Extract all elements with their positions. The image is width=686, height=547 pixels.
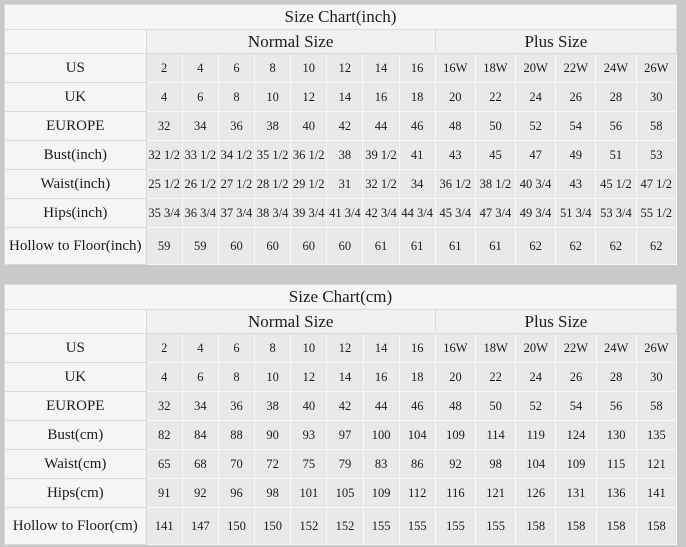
normal-size-header: Normal Size (146, 310, 435, 334)
value-cell: 35 3/4 (146, 199, 182, 228)
value-cell: 152 (291, 508, 327, 545)
value-cell: 61 (435, 228, 475, 265)
value-cell: 49 3/4 (516, 199, 556, 228)
value-cell: 92 (182, 479, 218, 508)
table-row (5, 334, 677, 363)
table-row (5, 450, 677, 479)
value-cell: 12 (291, 363, 327, 392)
value-cell: 62 (516, 228, 556, 265)
value-cell: 135 (636, 421, 676, 450)
value-cell: 36 3/4 (182, 199, 218, 228)
row-label: Hips(cm) (5, 479, 147, 508)
value-cell: 10 (291, 54, 327, 83)
table-row (5, 479, 677, 508)
value-cell: 12 (291, 83, 327, 112)
value-cell: 100 (363, 421, 399, 450)
value-cell: 28 1/2 (255, 170, 291, 199)
value-cell: 4 (182, 54, 218, 83)
value-cell: 58 (636, 392, 676, 421)
value-cell: 28 (596, 363, 636, 392)
value-cell: 155 (435, 508, 475, 545)
value-cell: 24W (596, 334, 636, 363)
value-cell: 58 (636, 112, 677, 141)
value-cell: 6 (218, 334, 254, 363)
table-row (5, 83, 677, 112)
value-cell: 141 (636, 479, 676, 508)
table-row (5, 112, 677, 141)
value-cell: 109 (435, 421, 475, 450)
value-cell: 105 (327, 479, 363, 508)
value-cell: 40 (291, 112, 327, 141)
table-row (5, 508, 677, 545)
group-header-row (5, 30, 677, 54)
value-cell: 22W (556, 334, 596, 363)
value-cell: 116 (435, 479, 475, 508)
value-cell: 35 1/2 (255, 141, 291, 170)
value-cell: 29 1/2 (291, 170, 327, 199)
value-cell: 158 (516, 508, 556, 545)
value-cell: 34 (399, 170, 435, 199)
value-cell: 50 (476, 392, 516, 421)
value-cell: 48 (435, 392, 475, 421)
value-cell: 31 (327, 170, 363, 199)
corner-cell (5, 30, 147, 54)
table-row (5, 199, 677, 228)
value-cell: 43 (435, 141, 475, 170)
value-cell: 131 (556, 479, 596, 508)
value-cell: 51 (596, 141, 636, 170)
value-cell: 39 1/2 (363, 141, 399, 170)
value-cell: 47 1/2 (636, 170, 677, 199)
value-cell: 26W (636, 334, 676, 363)
size-chart-cm-table (4, 284, 677, 545)
value-cell: 12 (327, 54, 363, 83)
value-cell: 12 (327, 334, 363, 363)
value-cell: 18 (399, 363, 435, 392)
table-row (5, 392, 677, 421)
value-cell: 126 (516, 479, 556, 508)
value-cell: 90 (255, 421, 291, 450)
value-cell: 42 (327, 392, 363, 421)
value-cell: 4 (146, 363, 182, 392)
corner-cell (5, 310, 147, 334)
value-cell: 37 3/4 (218, 199, 254, 228)
value-cell: 60 (255, 228, 291, 265)
value-cell: 109 (556, 450, 596, 479)
value-cell: 16 (363, 83, 399, 112)
value-cell: 22 (476, 363, 516, 392)
row-label: EUROPE (5, 392, 147, 421)
table-row (5, 141, 677, 170)
value-cell: 41 (399, 141, 435, 170)
table-title-inch: Size Chart(inch) (5, 5, 677, 30)
value-cell: 109 (363, 479, 399, 508)
value-cell: 124 (556, 421, 596, 450)
table-title-cm: Size Chart(cm) (5, 285, 677, 310)
value-cell: 27 1/2 (218, 170, 254, 199)
value-cell: 14 (327, 83, 363, 112)
value-cell: 91 (146, 479, 182, 508)
value-cell: 18 (399, 83, 435, 112)
value-cell: 6 (218, 54, 254, 83)
value-cell: 98 (255, 479, 291, 508)
table-body (5, 54, 677, 265)
size-chart-inch-table (4, 4, 677, 265)
value-cell: 150 (255, 508, 291, 545)
row-label: Bust(cm) (5, 421, 147, 450)
value-cell: 62 (596, 228, 636, 265)
value-cell: 18W (476, 334, 516, 363)
value-cell: 8 (255, 54, 291, 83)
value-cell: 86 (399, 450, 435, 479)
value-cell: 112 (399, 479, 435, 508)
value-cell: 46 (399, 392, 435, 421)
value-cell: 28 (596, 83, 636, 112)
value-cell: 60 (218, 228, 254, 265)
value-cell: 59 (182, 228, 218, 265)
value-cell: 115 (596, 450, 636, 479)
plus-size-header: Plus Size (435, 310, 676, 334)
row-label: Hollow to Floor(cm) (5, 508, 147, 545)
value-cell: 155 (476, 508, 516, 545)
value-cell: 52 (516, 392, 556, 421)
value-cell: 10 (291, 334, 327, 363)
value-cell: 50 (475, 112, 515, 141)
value-cell: 20 (435, 83, 475, 112)
value-cell: 92 (435, 450, 475, 479)
value-cell: 43 (556, 170, 596, 199)
value-cell: 40 3/4 (516, 170, 556, 199)
table-row (5, 421, 677, 450)
value-cell: 97 (327, 421, 363, 450)
row-label: Bust(inch) (5, 141, 147, 170)
value-cell: 20W (516, 54, 556, 83)
value-cell: 8 (218, 363, 254, 392)
value-cell: 49 (556, 141, 596, 170)
row-label: Hollow to Floor(inch) (5, 228, 147, 265)
value-cell: 61 (399, 228, 435, 265)
value-cell: 20W (516, 334, 556, 363)
value-cell: 16W (435, 54, 475, 83)
value-cell: 32 (146, 392, 182, 421)
value-cell: 34 1/2 (218, 141, 254, 170)
value-cell: 75 (291, 450, 327, 479)
row-label: Hips(inch) (5, 199, 147, 228)
value-cell: 38 1/2 (475, 170, 515, 199)
value-cell: 26 (556, 363, 596, 392)
value-cell: 98 (476, 450, 516, 479)
value-cell: 152 (327, 508, 363, 545)
value-cell: 84 (182, 421, 218, 450)
value-cell: 32 (146, 112, 182, 141)
value-cell: 54 (556, 392, 596, 421)
table-row (5, 228, 677, 265)
value-cell: 6 (182, 363, 218, 392)
title-row (5, 5, 677, 30)
value-cell: 38 (255, 392, 291, 421)
value-cell: 16W (435, 334, 475, 363)
value-cell: 60 (291, 228, 327, 265)
table-row (5, 54, 677, 83)
value-cell: 53 (636, 141, 677, 170)
value-cell: 136 (596, 479, 636, 508)
row-label: US (5, 54, 147, 83)
value-cell: 70 (218, 450, 254, 479)
value-cell: 155 (363, 508, 399, 545)
value-cell: 14 (363, 334, 399, 363)
value-cell: 16 (399, 334, 435, 363)
value-cell: 10 (255, 363, 291, 392)
value-cell: 26 (556, 83, 596, 112)
value-cell: 44 3/4 (399, 199, 435, 228)
row-label: Waist(inch) (5, 170, 147, 199)
value-cell: 51 3/4 (556, 199, 596, 228)
value-cell: 44 (363, 112, 399, 141)
normal-size-header: Normal Size (146, 30, 435, 54)
value-cell: 72 (255, 450, 291, 479)
value-cell: 45 1/2 (596, 170, 636, 199)
value-cell: 41 3/4 (327, 199, 363, 228)
value-cell: 30 (636, 363, 676, 392)
value-cell: 155 (399, 508, 435, 545)
value-cell: 39 3/4 (291, 199, 327, 228)
value-cell: 38 (255, 112, 291, 141)
value-cell: 47 3/4 (475, 199, 515, 228)
value-cell: 2 (146, 54, 182, 83)
value-cell: 2 (146, 334, 182, 363)
row-label: US (5, 334, 147, 363)
value-cell: 158 (636, 508, 676, 545)
value-cell: 16 (363, 363, 399, 392)
value-cell: 45 (475, 141, 515, 170)
value-cell: 56 (596, 112, 636, 141)
value-cell: 114 (476, 421, 516, 450)
value-cell: 16 (399, 54, 435, 83)
value-cell: 141 (146, 508, 182, 545)
value-cell: 32 1/2 (146, 141, 182, 170)
value-cell: 121 (636, 450, 676, 479)
value-cell: 34 (182, 112, 218, 141)
row-label: EUROPE (5, 112, 147, 141)
value-cell: 158 (556, 508, 596, 545)
value-cell: 61 (363, 228, 399, 265)
value-cell: 10 (255, 83, 291, 112)
value-cell: 8 (218, 83, 254, 112)
row-label: UK (5, 363, 147, 392)
value-cell: 40 (291, 392, 327, 421)
value-cell: 30 (636, 83, 677, 112)
value-cell: 36 1/2 (435, 170, 475, 199)
value-cell: 104 (516, 450, 556, 479)
value-cell: 147 (182, 508, 218, 545)
value-cell: 82 (146, 421, 182, 450)
value-cell: 8 (255, 334, 291, 363)
value-cell: 62 (556, 228, 596, 265)
value-cell: 59 (146, 228, 182, 265)
value-cell: 36 (218, 392, 254, 421)
value-cell: 96 (218, 479, 254, 508)
value-cell: 34 (182, 392, 218, 421)
value-cell: 150 (218, 508, 254, 545)
table-row (5, 363, 677, 392)
value-cell: 18W (475, 54, 515, 83)
value-cell: 36 (218, 112, 254, 141)
value-cell: 62 (636, 228, 677, 265)
value-cell: 52 (516, 112, 556, 141)
value-cell: 61 (475, 228, 515, 265)
value-cell: 65 (146, 450, 182, 479)
value-cell: 88 (218, 421, 254, 450)
value-cell: 158 (596, 508, 636, 545)
row-label: UK (5, 83, 147, 112)
value-cell: 83 (363, 450, 399, 479)
value-cell: 104 (399, 421, 435, 450)
value-cell: 42 (327, 112, 363, 141)
value-cell: 48 (435, 112, 475, 141)
value-cell: 47 (516, 141, 556, 170)
value-cell: 46 (399, 112, 435, 141)
value-cell: 14 (327, 363, 363, 392)
table-body (5, 334, 677, 545)
value-cell: 101 (291, 479, 327, 508)
value-cell: 22 (475, 83, 515, 112)
title-row (5, 285, 677, 310)
group-header-row (5, 310, 677, 334)
value-cell: 4 (182, 334, 218, 363)
value-cell: 24W (596, 54, 636, 83)
value-cell: 44 (363, 392, 399, 421)
value-cell: 93 (291, 421, 327, 450)
value-cell: 79 (327, 450, 363, 479)
value-cell: 54 (556, 112, 596, 141)
value-cell: 14 (363, 54, 399, 83)
value-cell: 25 1/2 (146, 170, 182, 199)
value-cell: 22W (556, 54, 596, 83)
value-cell: 24 (516, 83, 556, 112)
value-cell: 38 3/4 (255, 199, 291, 228)
value-cell: 42 3/4 (363, 199, 399, 228)
value-cell: 55 1/2 (636, 199, 677, 228)
value-cell: 6 (182, 83, 218, 112)
value-cell: 4 (146, 83, 182, 112)
value-cell: 121 (476, 479, 516, 508)
value-cell: 130 (596, 421, 636, 450)
plus-size-header: Plus Size (435, 30, 676, 54)
value-cell: 68 (182, 450, 218, 479)
value-cell: 119 (516, 421, 556, 450)
value-cell: 56 (596, 392, 636, 421)
value-cell: 45 3/4 (435, 199, 475, 228)
value-cell: 26W (636, 54, 677, 83)
value-cell: 53 3/4 (596, 199, 636, 228)
value-cell: 24 (516, 363, 556, 392)
value-cell: 38 (327, 141, 363, 170)
row-label: Waist(cm) (5, 450, 147, 479)
value-cell: 60 (327, 228, 363, 265)
value-cell: 20 (435, 363, 475, 392)
value-cell: 32 1/2 (363, 170, 399, 199)
value-cell: 36 1/2 (291, 141, 327, 170)
table-row (5, 170, 677, 199)
value-cell: 26 1/2 (182, 170, 218, 199)
value-cell: 33 1/2 (182, 141, 218, 170)
